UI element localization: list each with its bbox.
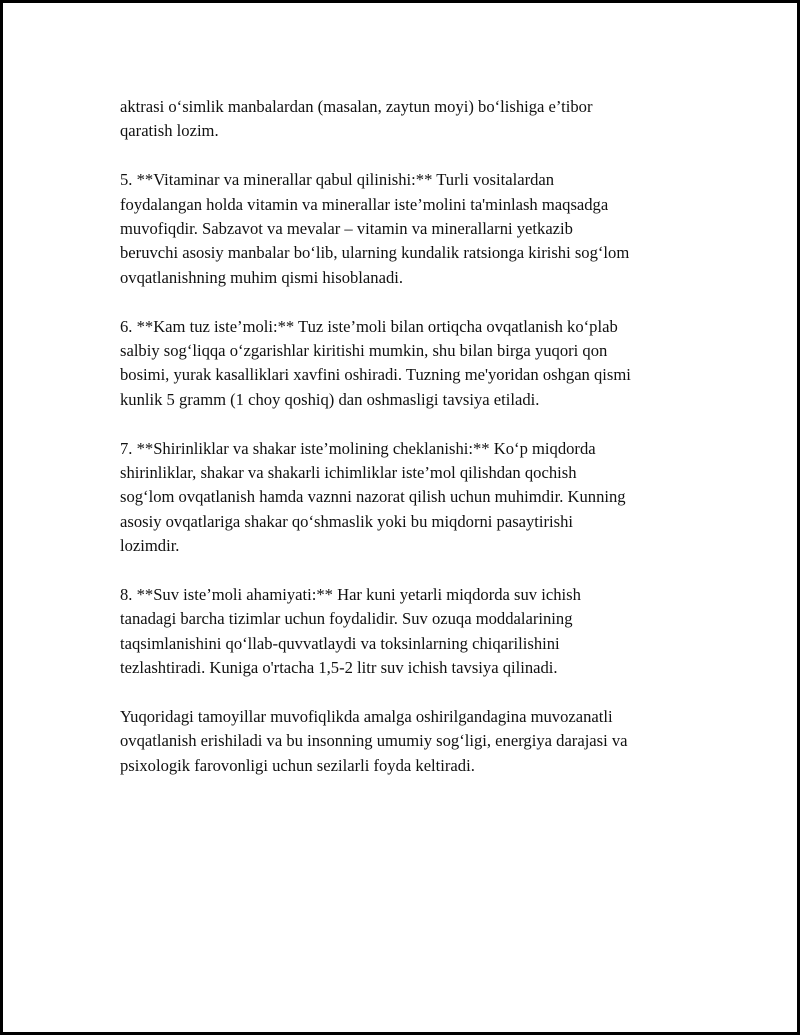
document-body (120, 95, 700, 803)
paragraph-sugar-limit: 7. **Shirinliklar va shakar iste’molining cheklanishi:** Ko‘p miqdorda shirinliklar, shakar va shakarli ichimliklar iste’mol qilishdan qochish sog‘lom ovqatlanish hamda vaznni nazorat qilish uchun muhimdir. Kunning asosiy ovqatlariga shakar qo‘shmaslik yoki bu miqdorni pasaytirishi lozimdir. (120, 438, 626, 556)
paragraph-water-intake: 8. **Suv iste’moli ahamiyati:** Har kuni yetarli miqdorda suv ichish tanadagi barcha tizimlar uchun foydalidir. Suv ozuqa moddalarining taqsimlanishini qo‘llab-quvvatlaydi va toksinlarning chiqarilishini tezlashtiradi. Kuniga o'rtacha 1,5-2 litr suv ichish tavsiya qilinadi. (120, 585, 581, 678)
paragraph-conclusion: Yuqoridagi tamoyillar muvofiqlikda amalga oshirilgandagina muvozanatli ovqatlanish erishiladi va bu insonning umumiy sog‘ligi, energiya darajasi va psixologik farovonligi uchun sezilarli foyda keltiradi. (120, 707, 628, 775)
paragraph-low-salt: 6. **Kam tuz iste’moli:** Tuz iste’moli bilan ortiqcha ovqatlanish ko‘plab salbiy sog‘liqqa o‘zgarishlar kiritishi mumkin, shu bilan birga yuqori qon bosimi, yurak kasalliklari xavfini oshiradi. Tuzning me'yoridan oshgan qismi kunlik 5 gramm (1 choy qoshiq) dan oshmasligi tavsiya etiladi. (120, 316, 631, 409)
paragraph-vitamins-minerals: 5. **Vitaminar va minerallar qabul qilinishi:** Turli vositalardan foydalangan holda vitamin va minerallar iste’molini ta'minlash maqsadga muvofiqdir. Sabzavot va mevalar – vitamin va minerallarni yetkazib beruvchi asosiy manbalar bo‘lib, ularning kundalik ratsionga kirishi sog‘lom ovqatlanishning muhim qismi hisoblanadi. (120, 170, 630, 287)
paragraph-fat-sources: aktrasi o‘simlik manbalardan (masalan, zaytun moyi) bo‘lishiga e’tibor qaratish lozim. (120, 97, 593, 141)
